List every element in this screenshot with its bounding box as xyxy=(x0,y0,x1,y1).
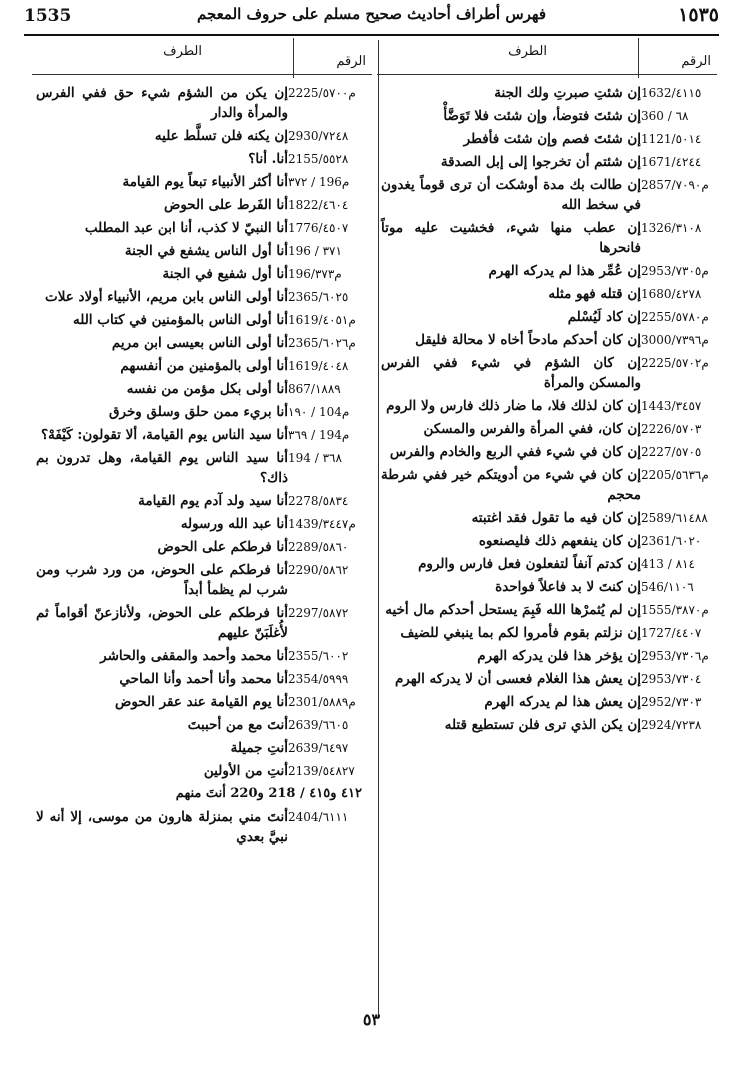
entry-text: إن لم يُثمرْها الله فَبِمَ يستحل أحدكم مال أخيه xyxy=(385,602,641,618)
entry-number: م1439/٣٤٤٧ xyxy=(288,517,356,531)
index-entry xyxy=(32,514,372,534)
entry-number: 1121/٥٠١٤ xyxy=(641,132,702,146)
entry-number: 2155/٥٥٢٨ xyxy=(288,152,349,166)
index-entry xyxy=(32,646,372,666)
entry-number: م1555/٣٨٧٠ xyxy=(641,603,709,617)
index-entry xyxy=(32,356,372,376)
right-column-header xyxy=(377,38,717,75)
entry-text: أنا أولى بكل مؤمن من نفسه xyxy=(126,381,288,397)
entry-text: أنا فرطكم على الحوض xyxy=(157,539,288,555)
entry-number: 2639/٦٦٠٥ xyxy=(288,718,349,732)
index-entry xyxy=(32,310,372,330)
entry-text: أنا. أنا؟ xyxy=(248,151,288,167)
entry-number: 2139/٥٤٨٢٧ xyxy=(288,764,355,778)
entry-number: م196 / ٣٧٢ xyxy=(288,175,350,189)
entry-number: 2226/٥٧٠٣ xyxy=(641,422,702,436)
entry-number: م104 / ١٩٠ xyxy=(288,405,350,419)
entry-number: م3000/٧٣٩٦ xyxy=(641,333,709,347)
entry-number: 1619/٤٠٤٨ xyxy=(288,359,349,373)
index-entry xyxy=(32,264,372,284)
entry-text: أنتِ جميلة xyxy=(230,740,288,756)
entry-number: 2278/٥٨٣٤ xyxy=(288,494,349,508)
page-number-arabic: ١٥٣٥ xyxy=(678,4,719,26)
entry-number: 2404/٦١١١ xyxy=(288,810,349,824)
raqm-header: الرقم xyxy=(681,54,711,69)
entry-number: 360 / ٦٨ xyxy=(641,109,689,123)
entry-number: 2639/٦٤٩٧ xyxy=(288,741,349,755)
entry-text: إن يعش هذا الغلام فعسى أن لا يدركه الهرم xyxy=(394,671,641,687)
entry-number: 867/١٨٨٩ xyxy=(288,382,341,396)
entry-number: 2354/٥٩٩٩ xyxy=(288,672,349,686)
entry-text: أنا النبيّ لا كذب، أنا ابن عبد المطلب xyxy=(84,220,288,236)
entry-number: 2227/٥٧٠٥ xyxy=(641,445,702,459)
index-entry xyxy=(377,508,717,528)
entry-text: إن كان لذلك فلا، ما ضار ذلك فارس ولا الروم xyxy=(386,398,641,414)
entry-text: أنا الفَرط على الحوض xyxy=(164,197,288,213)
entry-text: إن يعش هذا لم يدركه الهرم xyxy=(484,694,641,710)
entry-text: أنا محمد وأنا أحمد وأنا الماحي xyxy=(119,671,288,687)
right-entries xyxy=(377,83,717,735)
entry-text: أنا محمد وأحمد والمقفى والحاشر xyxy=(100,648,288,664)
entry-number: 413 / ٨١٤ xyxy=(641,557,695,571)
entry-text: إن عطب منها شيء، فخشيت عليه موتاً فانحرها xyxy=(381,220,641,256)
index-entry xyxy=(32,560,372,600)
entry-text: إن كان الشؤم في شيء ففي الفرس والمسكن والمرأة xyxy=(381,355,641,391)
entry-text: إن شئتَ فتوضأ، وإن شئت فلا تَوَضَّأْ xyxy=(443,108,641,124)
index-entry xyxy=(377,284,717,304)
index-entry xyxy=(32,172,372,192)
entry-number: م2301/٥٨٨٩ xyxy=(288,695,356,709)
entry-number: 2355/٦٠٠٢ xyxy=(288,649,349,663)
entry-text: إن كان فيه ما تقول فقد اغتبته xyxy=(471,510,641,526)
index-entry xyxy=(377,261,717,281)
index-entry-continuation: ٤١٢ و٤١٥ / 218 و220 أنتَ منهم xyxy=(175,786,362,801)
entry-number: 2589/٦١٤٨٨ xyxy=(641,511,708,525)
index-entry xyxy=(32,448,372,488)
entry-text: إن كاد لَيُسْلم xyxy=(567,309,641,325)
index-entry xyxy=(377,106,717,126)
entry-number: 2289/٥٨٦٠ xyxy=(288,540,349,554)
entry-text: أنا سيد ولد آدم يوم القيامة xyxy=(138,493,288,509)
entry-number: م1619/٤٠٥١ xyxy=(288,313,356,327)
index-entry xyxy=(32,537,372,557)
entry-text: إن كنتَ لا بد فاعلاً فواحدة xyxy=(495,579,641,595)
entry-number: 2930/٧٢٤٨ xyxy=(288,129,349,143)
left-column xyxy=(32,38,372,850)
entry-text: إن يكنه فلن تسلَّط عليه xyxy=(154,128,288,144)
entry-number: 196 / ٣٧١ xyxy=(288,244,342,258)
index-entry xyxy=(32,379,372,399)
entry-text: أنا أولى الناس بابن مريم، الأنبياء أولاد علات xyxy=(45,289,288,305)
entry-text: أنا سيد الناس يوم القيامة، ألا تقولون: كَيْفَهْ؟ xyxy=(40,427,288,443)
entry-text: إن كان، ففي المرأة والفرس والمسكن xyxy=(423,421,641,437)
index-entry xyxy=(377,577,717,597)
index-entry xyxy=(32,669,372,689)
entry-text: إن عُمِّر هذا لم يدركه الهرم xyxy=(488,263,641,279)
entry-number: 2952/٧٣٠٣ xyxy=(641,695,702,709)
index-entry xyxy=(377,623,717,643)
entry-number: 2365/٦٠٢٥ xyxy=(288,290,349,304)
header-rule xyxy=(24,34,719,36)
entry-text: إن كان أحدكم مادحاً أخاه لا محالة فليقل xyxy=(415,332,641,348)
index-entry xyxy=(32,807,372,847)
entry-text: أنا فرطكم على الحوض، ولأنازعنّ أقواماً ثم لأُغلَبَنّ عليهم xyxy=(36,605,288,641)
entry-text: أنا أكثر الأنبياء تبعاً يوم القيامة xyxy=(122,174,288,190)
index-entry xyxy=(377,218,717,258)
index-entry xyxy=(377,646,717,666)
index-entry xyxy=(377,129,717,149)
entry-text: إن شئتِ صبرتِ ولك الجنة xyxy=(494,85,641,101)
entry-text: أنا أولى بالمؤمنين من أنفسهم xyxy=(120,358,288,374)
entry-text: إن نزلتم بقوم فأمروا لكم بما ينبغي للضيف xyxy=(400,625,641,641)
entry-number: م2857/٧٠٩٠ xyxy=(641,178,709,192)
entry-text: أنا عبد الله ورسوله xyxy=(180,516,288,532)
entry-number: م2255/٥٧٨٠ xyxy=(641,310,709,324)
entry-number: 546/١١٠٦ xyxy=(641,580,694,594)
entry-text: إن يكن من الشؤم شيء حق ففي الفرس والمرأة والدار xyxy=(36,85,288,121)
index-entry xyxy=(32,126,372,146)
entry-number: 1671/٤٢٤٤ xyxy=(641,155,702,169)
entry-number: م2225/٥٧٠٠ xyxy=(288,86,356,100)
entry-text: أنا فرطكم على الحوض، من ورد شرب ومن شرب لم يظمأ أبداً xyxy=(36,562,288,598)
entry-text: إن يكن الذي ترى فلن تستطيع قتله xyxy=(444,717,641,733)
index-entry xyxy=(377,531,717,551)
entry-text: أنا أولى الناس بعيسى ابن مريم xyxy=(111,335,288,351)
index-entry xyxy=(377,152,717,172)
index-entry xyxy=(32,402,372,422)
raqm-header: الرقم xyxy=(336,54,366,69)
entry-number: 194 / ٣٦٨ xyxy=(288,451,342,465)
left-entries xyxy=(32,83,372,847)
entry-text: إن كان ينفعهم ذلك فليصنعوه xyxy=(478,533,641,549)
index-entry xyxy=(377,175,717,215)
entry-text: أنتِ من الأولين xyxy=(203,763,288,779)
index-entry xyxy=(32,149,372,169)
entry-number: 1822/٤٦٠٤ xyxy=(288,198,349,212)
left-column-header xyxy=(32,38,372,75)
entry-text: أنتَ مني بمنزلة هارون من موسى، إلا أنه لا نبيَّ بعدي xyxy=(36,809,288,845)
entry-text: إن كان في شيء من أدويتكم خير ففي شرطة محجم xyxy=(381,467,641,503)
index-entry xyxy=(377,692,717,712)
index-entry xyxy=(32,333,372,353)
page-title: فهرس أطراف أحاديث صحيح مسلم على حروف المعجم xyxy=(197,5,546,23)
index-entry xyxy=(377,330,717,350)
entry-number: 1727/٤٤٠٧ xyxy=(641,626,702,640)
entry-number: م2205/٥٦٣٦ xyxy=(641,468,709,482)
entry-text: إن كدتم آنفاً لتفعلون فعل فارس والروم xyxy=(418,556,641,572)
taraf-header: الطرف xyxy=(163,44,202,59)
index-entry xyxy=(377,715,717,735)
index-entry xyxy=(32,715,372,735)
entry-number: 1776/٤٥٠٧ xyxy=(288,221,349,235)
entry-number: م2225/٥٧٠٢ xyxy=(641,356,709,370)
index-entry xyxy=(377,465,717,505)
index-entry xyxy=(377,307,717,327)
index-entry xyxy=(32,761,372,781)
index-entry xyxy=(32,287,372,307)
footer-page-number: ٥٣ xyxy=(362,1010,381,1029)
index-entry xyxy=(32,83,372,123)
index-entry xyxy=(32,603,372,643)
index-entry xyxy=(377,353,717,393)
entry-text: إن طالت بك مدة أوشكت أن ترى قوماً يغدون في سخط الله xyxy=(381,177,641,213)
entry-text: أنا أولى الناس بالمؤمنين في كتاب الله xyxy=(72,312,288,328)
entry-number: 2924/٧٢٣٨ xyxy=(641,718,702,732)
entry-number: 1443/٣٤٥٧ xyxy=(641,399,702,413)
index-entry xyxy=(32,195,372,215)
entry-text: أنا يوم القيامة عند عقر الحوض xyxy=(115,694,288,710)
entry-number: 1632/٤١١٥ xyxy=(641,86,702,100)
page-header xyxy=(24,4,719,32)
column-divider xyxy=(293,38,294,78)
entry-number: م2365/٦٠٢٦ xyxy=(288,336,356,350)
entry-text: أنا سيد الناس يوم القيامة، وهل تدرون بم ذاك؟ xyxy=(36,450,288,486)
index-entry xyxy=(377,83,717,103)
index-entry xyxy=(32,218,372,238)
entry-number: 1326/٣١٠٨ xyxy=(641,221,702,235)
entry-text: أنا أول الناس يشفع في الجنة xyxy=(124,243,288,259)
taraf-header: الطرف xyxy=(508,44,547,59)
entry-number: 2361/٦٠٢٠ xyxy=(641,534,702,548)
index-entry xyxy=(32,692,372,712)
column-separator xyxy=(378,40,379,1017)
index-entry xyxy=(377,396,717,416)
page-number-latin: 1535 xyxy=(24,6,72,26)
entry-text: أنا أول شفيع في الجنة xyxy=(162,266,288,282)
entry-text: إن شئتم أن تخرجوا إلى إبل الصدقة xyxy=(440,154,641,170)
entry-number: 1680/٤٢٧٨ xyxy=(641,287,702,301)
entry-text: إن شئتَ فصم وإن شئت فأفطر xyxy=(463,131,641,147)
entry-text: إن كان في شيء ففي الربع والخادم والفرس xyxy=(389,444,641,460)
entry-text: إن يؤخر هذا فلن يدركه الهرم xyxy=(477,648,641,664)
index-entry xyxy=(377,419,717,439)
column-divider xyxy=(638,38,639,78)
entry-text: أنا بريء ممن حلق وسلق وخرق xyxy=(109,404,288,420)
right-column xyxy=(377,38,717,738)
entry-number: 2290/٥٨٦٢ xyxy=(288,563,349,577)
entry-number: م2953/٧٣٠٦ xyxy=(641,649,709,663)
index-entry xyxy=(377,554,717,574)
index-entry xyxy=(377,442,717,462)
entry-number: 2297/٥٨٧٢ xyxy=(288,606,349,620)
index-entry xyxy=(32,491,372,511)
entry-number: م194 / ٣٦٩ xyxy=(288,428,350,442)
index-entry xyxy=(32,241,372,261)
index-entry xyxy=(32,425,372,445)
index-entry xyxy=(32,738,372,758)
entry-number: م2953/٧٣٠٥ xyxy=(641,264,709,278)
index-entry xyxy=(377,600,717,620)
index-entry xyxy=(377,669,717,689)
entry-number: م196/٣٧٣ xyxy=(288,267,342,281)
entry-number: 2953/٧٣٠٤ xyxy=(641,672,702,686)
entry-text: أنتَ مع من أحببتَ xyxy=(187,717,288,733)
entry-text: إن قتله فهو مثله xyxy=(548,286,641,302)
